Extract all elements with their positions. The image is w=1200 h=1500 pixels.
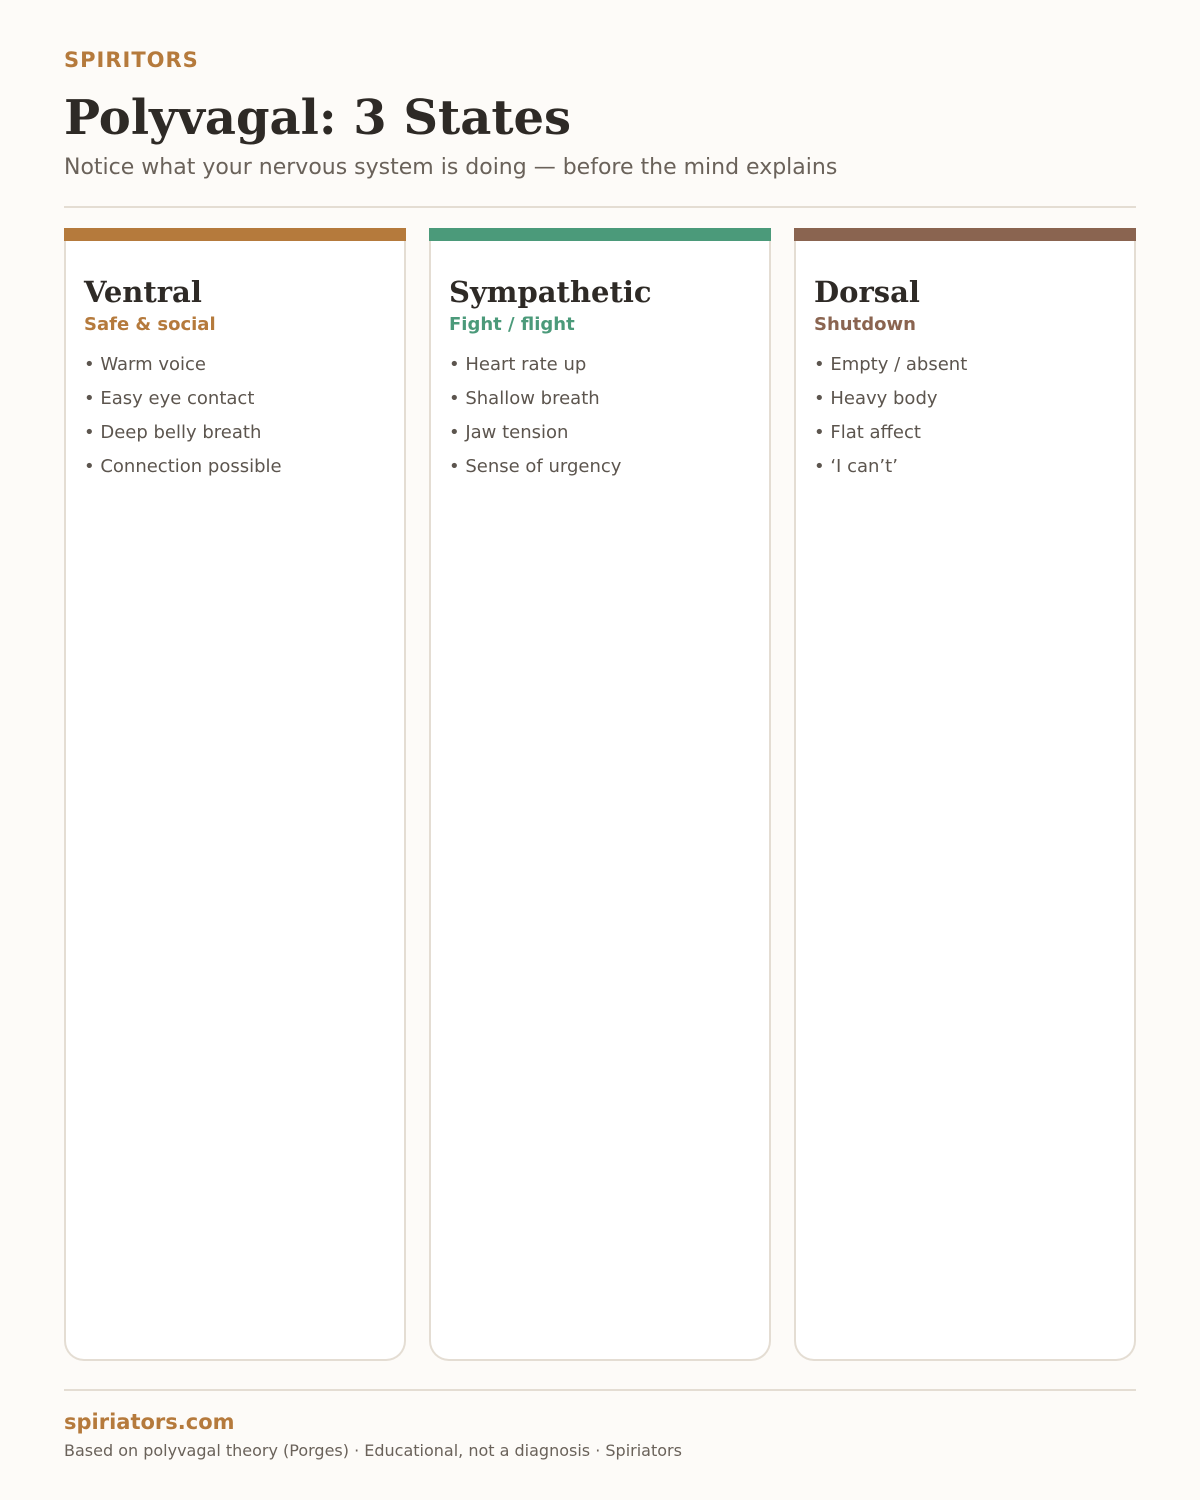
header-divider <box>64 206 1136 208</box>
footer-website-link[interactable]: spiriators.com <box>64 1410 235 1434</box>
card-title: Dorsal <box>814 275 920 309</box>
list-item: • Sense of urgency <box>449 456 622 477</box>
card-subtitle: Fight / flight <box>449 314 575 335</box>
card-accent-bar <box>794 228 1136 241</box>
card-ventral <box>64 228 406 1361</box>
card-body <box>794 241 1136 1361</box>
footer-note: Based on polyvagal theory (Porges) · Educational, not a diagnosis · Spiriators <box>64 1441 682 1460</box>
list-item: • Warm voice <box>84 354 206 375</box>
footer-divider <box>64 1389 1136 1391</box>
card-dorsal <box>794 228 1136 1361</box>
card-title: Ventral <box>84 275 202 309</box>
list-item: • Connection possible <box>84 456 282 477</box>
list-item: • Deep belly breath <box>84 422 262 443</box>
list-item: • Easy eye contact <box>84 388 255 409</box>
card-list <box>84 353 282 489</box>
card-subtitle: Safe & social <box>84 314 216 335</box>
list-item: • Heart rate up <box>449 354 587 375</box>
list-item: • Empty / absent <box>814 354 968 375</box>
card-sympathetic <box>429 228 771 1361</box>
card-accent-bar <box>64 228 406 241</box>
page-title: Polyvagal: 3 States <box>64 90 572 146</box>
list-item: • Jaw tension <box>449 422 569 443</box>
card-body <box>64 241 406 1361</box>
list-item: • Heavy body <box>814 388 938 409</box>
list-item: • ‘I can’t’ <box>814 456 898 477</box>
list-item: • Shallow breath <box>449 388 600 409</box>
list-item: • Flat affect <box>814 422 921 443</box>
page-subtitle: Notice what your nervous system is doing — before the mind explains <box>64 155 838 180</box>
card-body <box>429 241 771 1361</box>
brand-name: SPIRITORS <box>64 48 199 72</box>
card-title: Sympathetic <box>449 275 652 309</box>
card-subtitle: Shutdown <box>814 314 916 335</box>
card-list <box>814 353 967 489</box>
card-accent-bar <box>429 228 771 241</box>
card-list <box>449 353 621 489</box>
